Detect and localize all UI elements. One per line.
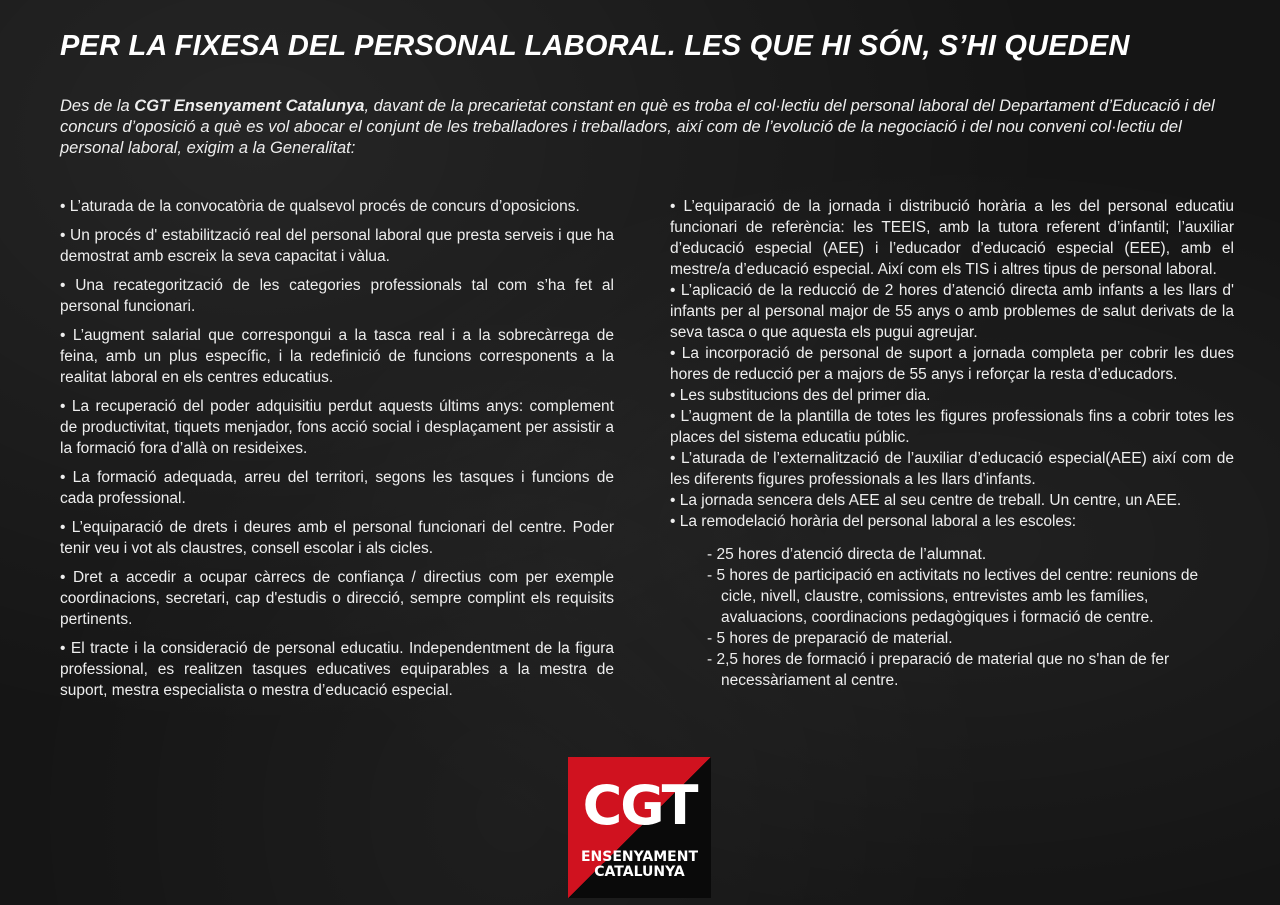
demand-item: • Una recategorització de les categories professionals tal com s’ha fet al personal funcionari. <box>60 277 614 315</box>
demand-item: • L’augment de la plantilla de totes les figures professionals fins a cobrir totes les places del sistema educatiu públic. <box>670 408 1234 446</box>
intro-text: , davant de la precarietat constant en què es troba el col·lectiu del personal laboral del Departament d’Educació i del concurs d’oposició a què es vol abocar el conjunt de les treballadores i treballadors, així com de l’evolució de la negociació i del nou conveni col·lectiu del personal laboral, exigim a la Generalitat: <box>60 97 1215 157</box>
schedule-subitem: - 25 hores d’atenció directa de l’alumnat. <box>707 546 987 563</box>
demand-item: • L’aplicació de la reducció de 2 hores d’atenció directa amb infants a les llars d' infants per al personal major de 55 anys o amb problemes de salut derivats de la seva tasca o que aquesta els pugui agreujar. <box>670 282 1234 341</box>
demand-item: • La formació adequada, arreu del territori, segons les tasques i funcions de cada professional. <box>60 469 614 507</box>
demand-item: • L’aturada de l’externalització de l’auxiliar d’educació especial(AEE) així com de les diferents figures professionals a les llars d'infants. <box>670 450 1234 488</box>
demand-item: • La remodelació horària del personal laboral a les escoles: <box>670 513 1077 530</box>
demand-item: • Dret a accedir a ocupar càrrecs de confiança / directius com per exemple coordinacions, secretari, cap d'estudis o direcció, sempre complint els requisits pertinents. <box>60 569 614 628</box>
right-demands-column <box>670 196 1234 691</box>
left-demands-column <box>60 196 614 709</box>
intro-org-name: CGT Ensenyament Catalunya <box>134 97 365 115</box>
demand-item: • La recuperació del poder adquisitiu perdut aquests últims anys: complement de productivitat, tiquets menjador, fons acció social i desplaçament per assistir a la formació fora d’allà on resideixes. <box>60 398 614 457</box>
demand-item: • L’equiparació de la jornada i distribució horària a les del personal educatiu funcionari de referència: les TEEIS, amb la tutora referent d’infantil; l’auxiliar d’educació especial (AEE) i l’educador d’educació especial (EEE), amb el mestre/a d’educació especial. Així com els TIS i altres tipus de personal laboral. <box>670 198 1234 278</box>
cgt-logo <box>568 757 711 898</box>
schedule-subitem: - 5 hores de preparació de material. <box>707 630 953 647</box>
demand-item: • Un procés d' estabilització real del personal laboral que presta serveis i que ha demostrat amb escreix la seva capacitat i vàlua. <box>60 227 614 265</box>
intro-prefix: Des de la <box>60 97 135 115</box>
schedule-subitem: - 5 hores de participació en activitats no lectives del centre: reunions de cicle, nivell, claustre, comissions, entrevistes amb les famílies, avaluacions, coordinacions pedagògiques i formació de centre. <box>707 567 1199 626</box>
logo-line-1: ENSENYAMENT <box>580 849 699 865</box>
page-title: PER LA FIXESA DEL PERSONAL LABORAL. LES QUE HI SÓN, S’HI QUEDEN <box>60 30 1130 62</box>
demand-item: • L’aturada de la convocatòria de qualsevol procés de concurs d’oposicions. <box>60 198 580 215</box>
logo-line-2: CATALUNYA <box>594 864 685 880</box>
intro-paragraph <box>60 96 1230 159</box>
demand-item: • L’equiparació de drets i deures amb el personal funcionari del centre. Poder tenir veu i vot als claustres, consell escolar i als cicles. <box>60 519 614 557</box>
demand-item: • Les substitucions des del primer dia. <box>670 387 931 404</box>
schedule-sublist <box>707 544 1234 691</box>
logo-acronym: CGT <box>582 774 697 837</box>
demand-item: • L’augment salarial que correspongui a la tasca real i a la sobrecàrrega de feina, amb un plus específic, i la redefinició de funcions corresponents a la realitat laboral en els centres educatius. <box>60 327 614 386</box>
schedule-subitem: - 2,5 hores de formació i preparació de material que no s'han de fer necessàriament al centre. <box>707 651 1170 689</box>
demand-item: • La incorporació de personal de suport a jornada completa per cobrir les dues hores de reducció per a majors de 55 anys i reforçar la resta d’educadors. <box>670 345 1234 383</box>
demand-item: • La jornada sencera dels AEE al seu centre de treball. Un centre, un AEE. <box>670 492 1182 509</box>
demand-item: • El tracte i la consideració de personal educatiu. Independentment de la figura professional, es realitzen tasques educatives equiparables a la mestra de suport, mestra especialista o mestra d’educació especial. <box>60 640 614 699</box>
